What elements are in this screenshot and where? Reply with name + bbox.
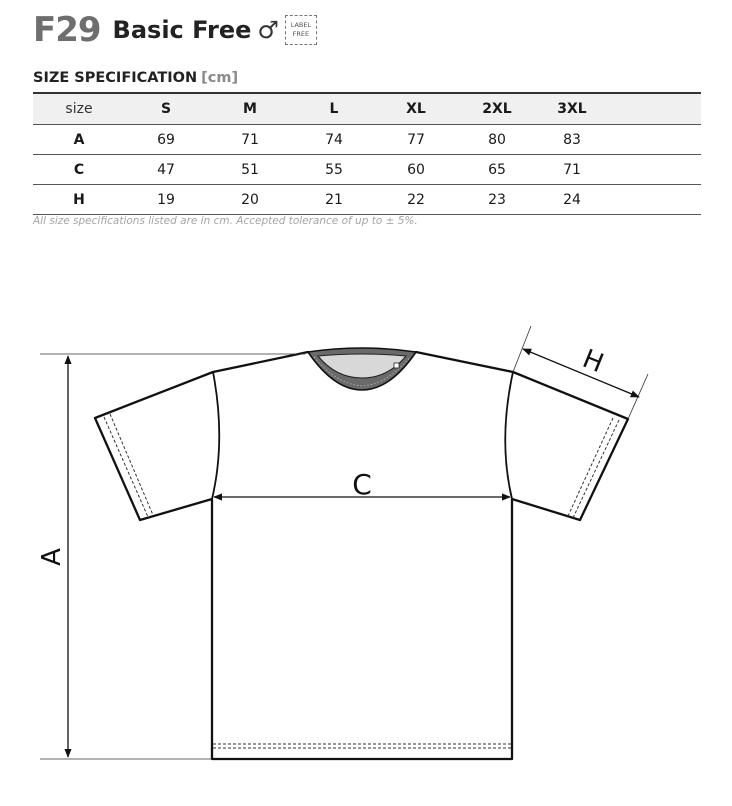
table-cell: 47 <box>157 161 175 178</box>
column-header: 2XL <box>482 101 512 117</box>
table-cell: 60 <box>407 161 425 178</box>
table-cell: 19 <box>157 191 175 208</box>
column-header: S <box>160 101 172 117</box>
table-cell: 55 <box>325 161 343 178</box>
neck-label-tag <box>394 363 399 368</box>
label-free-line-1: LABEL <box>290 21 312 29</box>
dimension-h-label: H <box>578 344 608 380</box>
table-cell: 80 <box>488 131 506 148</box>
table-cell: 51 <box>241 161 259 178</box>
dimension-c-label: C <box>352 468 372 501</box>
column-header: M <box>243 101 257 117</box>
table-cell: 65 <box>488 161 506 178</box>
column-header: XL <box>406 101 426 117</box>
male-icon: ♂ <box>257 16 279 44</box>
table-cell: 77 <box>407 131 425 148</box>
table-cell: 83 <box>563 131 581 148</box>
label-free-line-2: FREE <box>292 30 310 38</box>
table-cell: 22 <box>407 191 425 208</box>
tshirt-outline <box>95 352 628 759</box>
table-cell: 74 <box>325 131 343 148</box>
tolerance-note: All size specifications listed are in cm. Accepted tolerance of up to ± 5%. <box>33 215 418 227</box>
row-label: C <box>73 161 85 178</box>
product-name: Basic Free <box>112 16 252 44</box>
column-header: L <box>329 101 339 117</box>
product-code: F29 <box>33 10 101 50</box>
table-cell: 71 <box>241 131 259 148</box>
dimension-a-label: A <box>37 548 67 566</box>
column-header: size <box>65 101 93 117</box>
table-cell: 69 <box>157 131 175 148</box>
dimension-h-ext-left <box>513 326 531 372</box>
spec-title-text: SIZE SPECIFICATION <box>33 70 198 86</box>
row-label: A <box>73 131 85 148</box>
table-cell: 21 <box>325 191 343 208</box>
column-header: 3XL <box>557 101 587 117</box>
table-cell: 20 <box>241 191 259 208</box>
spec-unit: [cm] <box>201 70 239 86</box>
table-cell: 23 <box>488 191 506 208</box>
row-label: H <box>73 191 85 208</box>
table-cell: 71 <box>563 161 581 178</box>
table-cell: 24 <box>563 191 581 208</box>
